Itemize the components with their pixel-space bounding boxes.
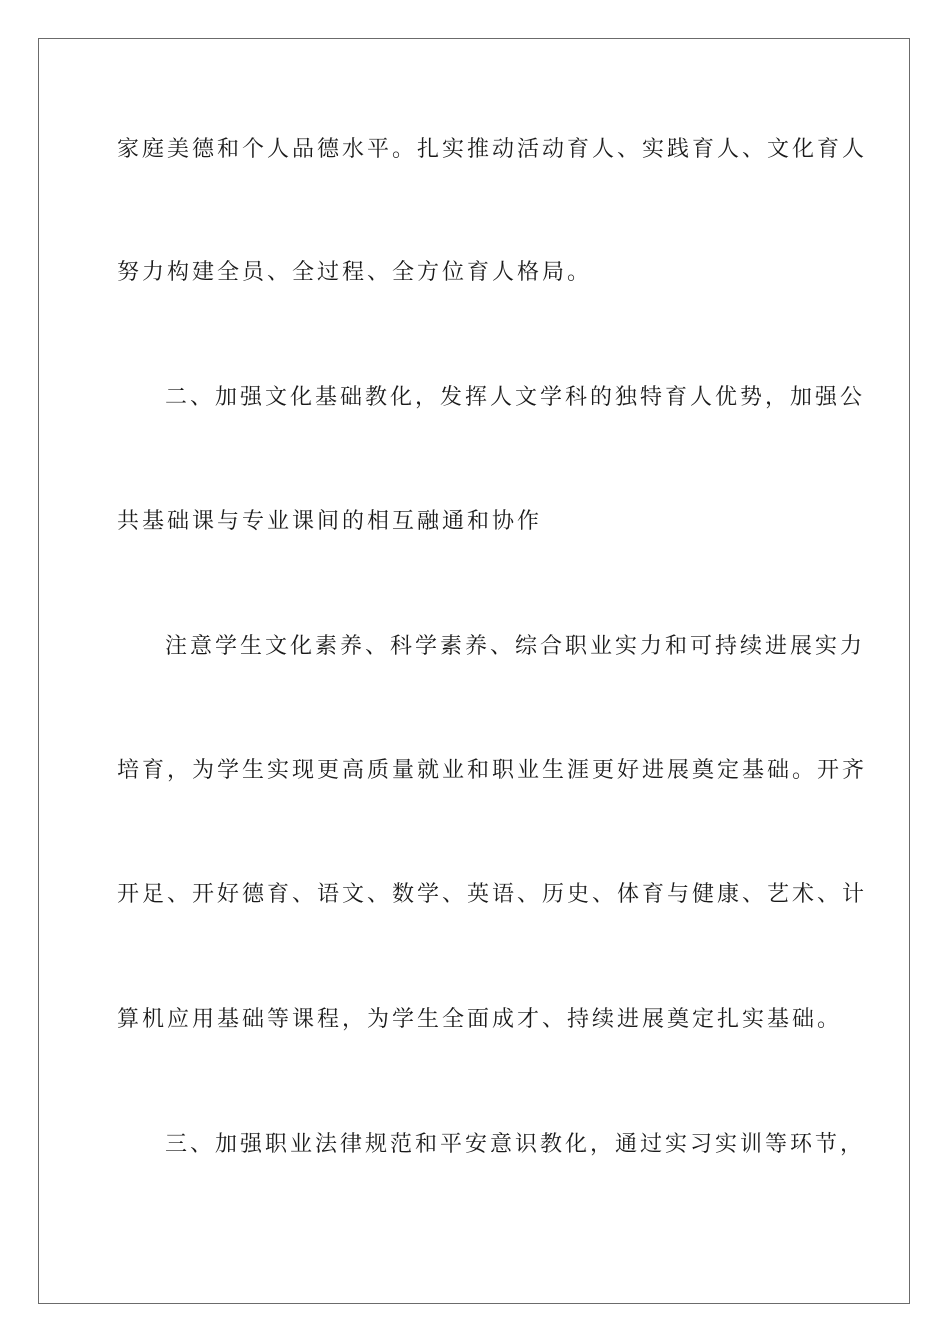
- section-heading-2-line-1: 二、加强文化基础教化，发挥人文学科的独特育人优势，加强公: [165, 385, 866, 410]
- section-heading-2-line-2: 共基础课与专业课间的相互融通和协作: [117, 509, 543, 534]
- paragraph-line-5: 注意学生文化素养、科学素养、综合职业实力和可持续进展实力: [165, 634, 866, 659]
- paragraph-line-8: 算机应用基础等课程，为学生全面成才、持续进展奠定扎实基础。: [117, 1007, 843, 1032]
- page-border: [38, 38, 910, 1304]
- paragraph-line-2: 努力构建全员、全过程、全方位育人格局。: [117, 260, 593, 285]
- section-heading-3-line-1: 三、加强职业法律规范和平安意识教化，通过实习实训等环节，: [165, 1132, 866, 1157]
- paragraph-line-6: 培育，为学生实现更高质量就业和职业生涯更好进展奠定基础。开齐: [117, 758, 868, 783]
- paragraph-line-1: 家庭美德和个人品德水平。扎实推动活动育人、实践育人、文化育人: [117, 137, 868, 162]
- paragraph-line-7: 开足、开好德育、语文、数学、英语、历史、体育与健康、艺术、计: [117, 882, 868, 907]
